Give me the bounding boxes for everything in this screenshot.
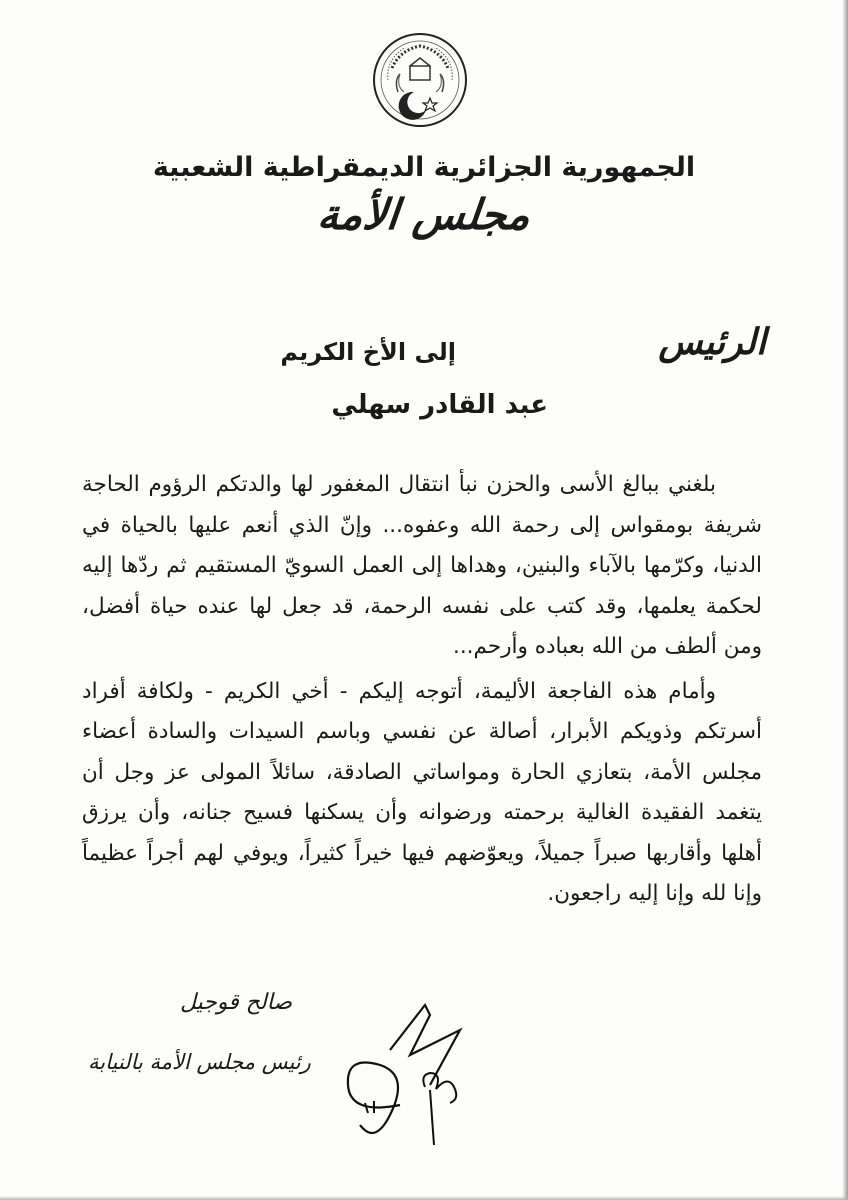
scan-shadow-bottom [0,1196,848,1200]
signatory-title: رئيس مجلس الأمة بالنيابة [88,1050,311,1074]
letter-body [82,465,762,915]
council-name: مجلس الأمة [315,190,533,239]
national-emblem-icon [370,30,470,130]
republic-name: الجمهورية الجزائرية الديمقراطية الشعبية [152,152,696,183]
office-label: الرئيس [658,322,766,363]
recipient-name: عبد القادر سهلي [331,390,548,420]
recipient-salutation: إلى الأخ الكريم [280,338,456,366]
handwritten-signature [330,995,495,1160]
signatory-name: صالح قوجيل [180,990,293,1015]
body-paragraph-1: بلغني ببالغ الأسى والحزن نبأ انتقال المغفور لها والدتكم الرؤوم الحاجة شريفة بومقواس إلى رحمة الله وعفوه... وإنّ الذي أنعم عليها بالحياة في الدنيا، وكرّمها بالآباء والبنين، وهداها إلى العمل السويّ المستقيم ثم ردّها إليه لحكمة يعلمها، وقد كتب على نفسه الرحمة، قد جعل لها عنده حياة أفضل، ومن ألطف من الله بعباده وأرحم... [82,472,762,659]
body-paragraph-2: وأمام هذه الفاجعة الأليمة، أتوجه إليكم - أخي الكريم - ولكافة أفراد أسرتكم وذويكم الأبرار، أصالة عن نفسي وباسم السيدات والسادة أعضاء مجلس الأمة، بتعازي الحارة ومواساتي الصادقة، سائلاً المولى عز وجل أن يتغمد الفقيدة الغالية برحمته ورضوانه وأن يسكنها فسيح جنانه، وأن يرزق أهلها وأقاربها صبراً جميلاً، ويعوّضهم فيها خيراً كثيراً، ويوفي لهم أجراً عظيماً وإنا لله وإنا إليه راجعون. [82,678,762,906]
